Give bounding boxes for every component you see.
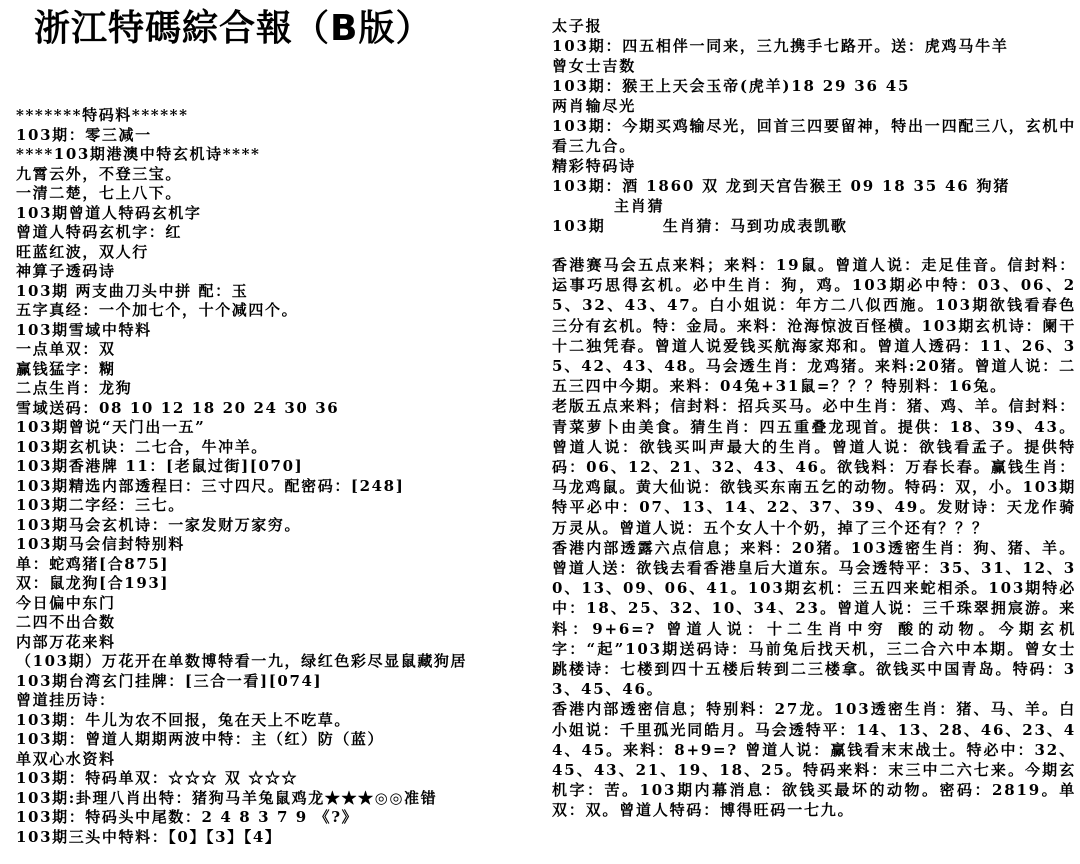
text-line: 103期精选内部透程曰：三寸四尺。配密码：[248] bbox=[16, 476, 405, 495]
text-line: 五字真经：一个加七个，十个减四个。 bbox=[16, 301, 299, 319]
text-line: 103期：牛儿为农不回报，兔在天上不吃草。 bbox=[16, 710, 351, 729]
text-line: 赢钱猛字：糊 bbox=[16, 359, 116, 378]
text-line: 旺蓝红波，双人行 bbox=[16, 242, 149, 261]
text-line: 103期：特码单双：☆☆☆ 双 ☆☆☆ bbox=[16, 769, 299, 787]
text-line: 二点生肖：龙狗 bbox=[16, 379, 133, 397]
text-line: 103期 两支曲刀头中拼 配：玉 bbox=[16, 281, 249, 300]
text-line: 今日偏中东门 bbox=[16, 593, 116, 612]
text-line: 双：鼠龙狗[合193] bbox=[16, 574, 170, 592]
right-column bbox=[552, 16, 1076, 821]
text-line: 103期:卦理八肖出特：猪狗马羊兔鼠鸡龙★★★◎◎准错 bbox=[16, 788, 438, 807]
text-line: ****103期港澳中特玄机诗**** bbox=[16, 145, 261, 163]
text-line: 103期曾说“天门出一五” bbox=[16, 418, 206, 436]
text-line: 103期：曾道人期期两波中特：主（红）防（蓝） bbox=[16, 730, 385, 748]
text-line: 曾女士吉数 bbox=[552, 57, 637, 75]
text-line: 曾道人特码玄机字：红 bbox=[16, 223, 183, 241]
text-line: 雪域送码：08 10 12 18 20 24 30 36 bbox=[16, 398, 340, 417]
text-line: 103期：今期买鸡输尽光，回首三四要留神，特出一四配三八，玄机中看三九合。 bbox=[552, 117, 1076, 155]
text-line: 103期马会信封特别料 bbox=[16, 535, 185, 553]
text-line: 103期台湾玄门挂牌：[三合一看][074] bbox=[16, 671, 323, 690]
text-line: 九霄云外，不登三宝。 bbox=[16, 164, 183, 183]
text-paragraph: 香港内部透密信息；特别料：27龙。103透密生肖：猪、马、羊。白小姐说：千里孤光同皓月。马会透特平：14、13、28、46、23、44、45。来料：8+9=? 曾道人说：赢钱看末末战士。特必中：32、45、43、21、19、18、25。特码来料：末三中二六七来。今期玄机字：苦。103期内幕消息：欲钱买最坏的动物。密码：2819。单双：双。曾道人特码：博得旺码一七九。 bbox=[552, 700, 1076, 820]
text-line: 103期雪域中特料 bbox=[16, 320, 152, 339]
text-line: 103期 生肖猜：马到功成表凯歌 bbox=[552, 217, 848, 235]
text-line: 神算子透码诗 bbox=[16, 262, 116, 280]
text-line: 两肖输尽光 bbox=[552, 97, 637, 115]
text-paragraph: 老版五点来料；信封料：招兵买马。必中生肖：猪、鸡、羊。信封料：青菜萝卜由美食。猜生肖：四五重叠龙现首。提供：18、39、43。曾道人说：欲钱买叫声最大的生肖。曾道人说：欲钱看孟子。提供特码：06、12、21、32、43、46。欲钱料：万春长春。赢钱生肖：马龙鸡鼠。黄大仙说：欲钱买东南五乞的动物。特码：双，小。103期特平必中：07、13、14、22、37、39、49。发财诗：天龙作骑万灵从。曾道人说：五个女人十个奶，掉了三个还有？？？ bbox=[552, 397, 1076, 537]
newspaper-title: 浙江特碼綜合報（B版） bbox=[34, 8, 433, 49]
text-line: 一清二楚，七上八下。 bbox=[16, 184, 183, 202]
text-line: 103期：酒 1860 双 龙到天宫告猴王 09 18 35 46 狗猪 bbox=[552, 177, 1011, 195]
text-line: 103期三头中特料：【0】【3】【4】 bbox=[16, 827, 282, 846]
text-line: 内部万花来料 bbox=[16, 632, 116, 651]
text-line: 一点单双：双 bbox=[16, 340, 116, 358]
text-line: 103期香港牌 11：[老鼠过街][070] bbox=[16, 457, 304, 475]
text-line: 太子报 bbox=[552, 17, 603, 35]
text-line: 主肖猜 bbox=[614, 197, 665, 215]
text-line: （103期）万花开在单数博特看一九，绿红色彩尽显鼠藏狗居 bbox=[16, 652, 468, 670]
right-top-section bbox=[552, 16, 1076, 236]
text-line: 二四不出合数 bbox=[16, 613, 116, 631]
text-line: 103期二字经：三七。 bbox=[16, 496, 185, 514]
text-line: 103期玄机诀：二七合，牛冲羊。 bbox=[16, 437, 268, 456]
text-line: 103期：四五相伴一同来，三九携手七路开。送：虎鸡马牛羊 bbox=[552, 37, 1009, 55]
text-line: 103期：猴王上天会玉帝(虎羊)18 29 36 45 bbox=[552, 77, 911, 95]
left-column bbox=[16, 106, 526, 847]
right-paragraph-section bbox=[552, 255, 1076, 821]
text-line: 103期曾道人特码玄机字 bbox=[16, 203, 202, 222]
text-line: *******特码料****** bbox=[16, 106, 189, 124]
text-line: 103期马会玄机诗：一家发财万家穷。 bbox=[16, 515, 302, 534]
text-line: 103期：零三减一 bbox=[16, 125, 152, 144]
text-line: 单双心水资料 bbox=[16, 749, 116, 768]
text-paragraph: 香港内部透露六点信息；来料：20猪。103透密生肖：狗、猪、羊。曾道人送：欲钱去看香港皇后大道东。马会透特平：35、31、12、30、13、09、06、41。103期玄机：三五四来蛇相杀。103期特必中：18、25、32、10、34、23。曾道人说：三千珠翠拥宸游。来料：9+6=? 曾道人说：十二生肖中穷 酸的动物。今期玄机字：“起”103期送码诗：马前兔后找天机，三二合六中本期。曾女士跳楼诗：七楼到四十五楼后转到二三楼拿。欲钱买中国青岛。特码：33、45、46。 bbox=[552, 538, 1076, 699]
text-paragraph: 香港赛马会五点来料；来料：19鼠。曾道人说：走足佳音。信封料：运事巧思得玄机。必中生肖：狗，鸡。103期必中特：03、06、25、32、43、47。白小姐说：年方二八似西施。103期欲钱看春色三分有玄机。特：金局。来料：沧海惊波百怪横。103期玄机诗：阑干十二独凭春。曾道人说爱钱买航海家郑和。曾道人透码：11、26、35、42、43、48。马会透生肖：龙鸡猪。来料:20猪。曾道人说：二五三四中今期。来料：04兔+31鼠=？？？特别料：16兔。 bbox=[552, 256, 1076, 396]
text-line: 单：蛇鸡猪[合875] bbox=[16, 554, 170, 573]
text-line: 曾道挂历诗： bbox=[16, 691, 116, 709]
text-line: 精彩特码诗 bbox=[552, 157, 637, 175]
text-line: 103期：特码头中尾数：2 4 8 3 7 9 《?》 bbox=[16, 808, 359, 826]
